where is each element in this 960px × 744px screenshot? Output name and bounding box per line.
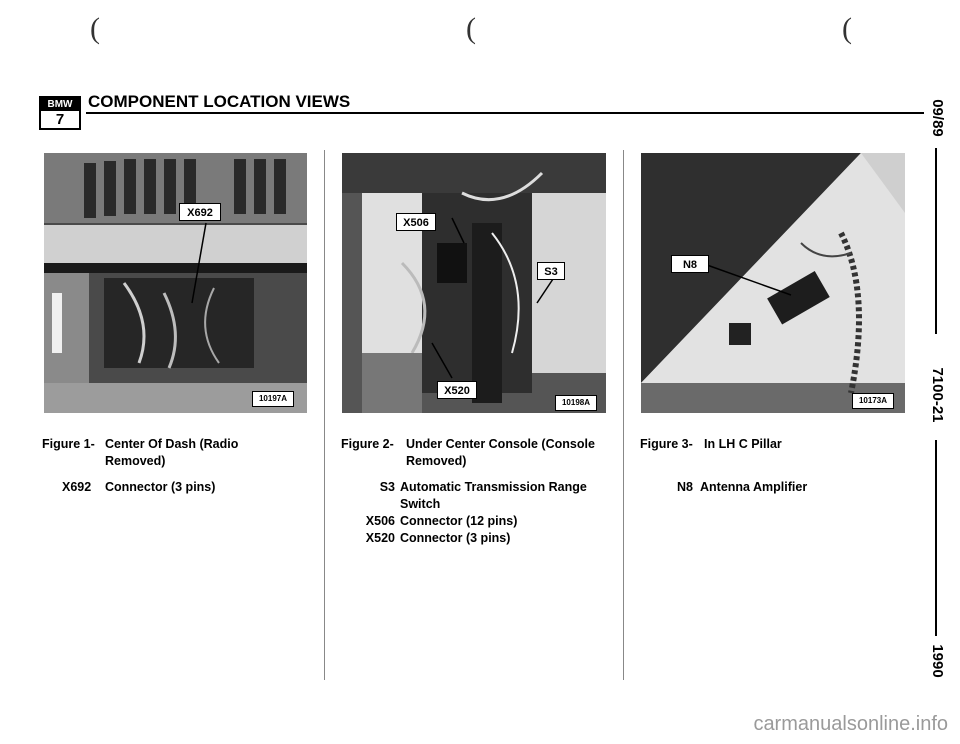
callout-tag-s3: S3 [537,262,565,280]
callout-tag-x520: X520 [437,381,477,399]
caption-line: Under Center Console (Console [406,437,595,451]
figure-2-caption [406,436,616,470]
legend-code: X520 [365,531,395,545]
legend-description: Switch [400,497,441,511]
paren-mark: ( [90,12,100,45]
legend-description: Automatic Transmission Range [400,480,587,494]
column-divider [324,150,325,680]
paren-mark: ( [842,12,852,45]
sidebar-rule [935,440,937,636]
sidebar-rule [935,148,937,334]
legend-description: Connector (3 pins) [105,480,216,494]
title-rule [86,112,924,114]
legend-code: X506 [365,514,395,528]
figure-3-number: Figure 3- [640,437,693,451]
figure-1-number: Figure 1- [42,437,95,451]
photo-ref-number: 10173A [852,393,894,409]
callout-tag-n8: N8 [671,255,709,273]
callout-tag-x692: X692 [179,203,221,221]
photo-ref-number: 10198A [555,395,597,411]
legend-code: X692 [62,480,92,494]
bmw-7-logo [39,96,81,130]
legend-description: Connector (12 pins) [400,514,518,528]
caption-line: Removed) [406,454,467,468]
sidebar-page-number: 7100-21 [929,367,946,423]
legend-description: Antenna Amplifier [700,480,808,494]
legend-code: N8 [677,480,693,494]
figure-1-caption [105,436,315,470]
figure-2-number: Figure 2- [341,437,394,451]
legend-code: S3 [379,480,395,494]
logo-bottom: 7 [55,111,65,128]
figure-3-photo [641,153,905,413]
logo-top: BMW [41,98,79,111]
legend-description: Connector (3 pins) [400,531,511,545]
figure-1-photo [44,153,307,413]
console-photo-drawing [342,153,606,413]
figure-2-photo [342,153,606,413]
column-divider [623,150,624,680]
dash-photo-drawing [44,153,307,413]
sidebar-year: 1990 [929,644,946,678]
callout-tag-x506: X506 [396,213,436,231]
sidebar-date: 09/89 [929,99,946,137]
paren-mark: ( [466,12,476,45]
watermark-text: carmanualsonline.info [753,713,948,735]
caption-line: Removed) [105,454,166,468]
caption-line: Center Of Dash (Radio [105,437,239,451]
page-title: COMPONENT LOCATION VIEWS [88,92,351,111]
pillar-photo-drawing [641,153,905,413]
figure-3-caption: In LH C Pillar [704,437,782,451]
photo-ref-number: 10197A [252,391,294,407]
